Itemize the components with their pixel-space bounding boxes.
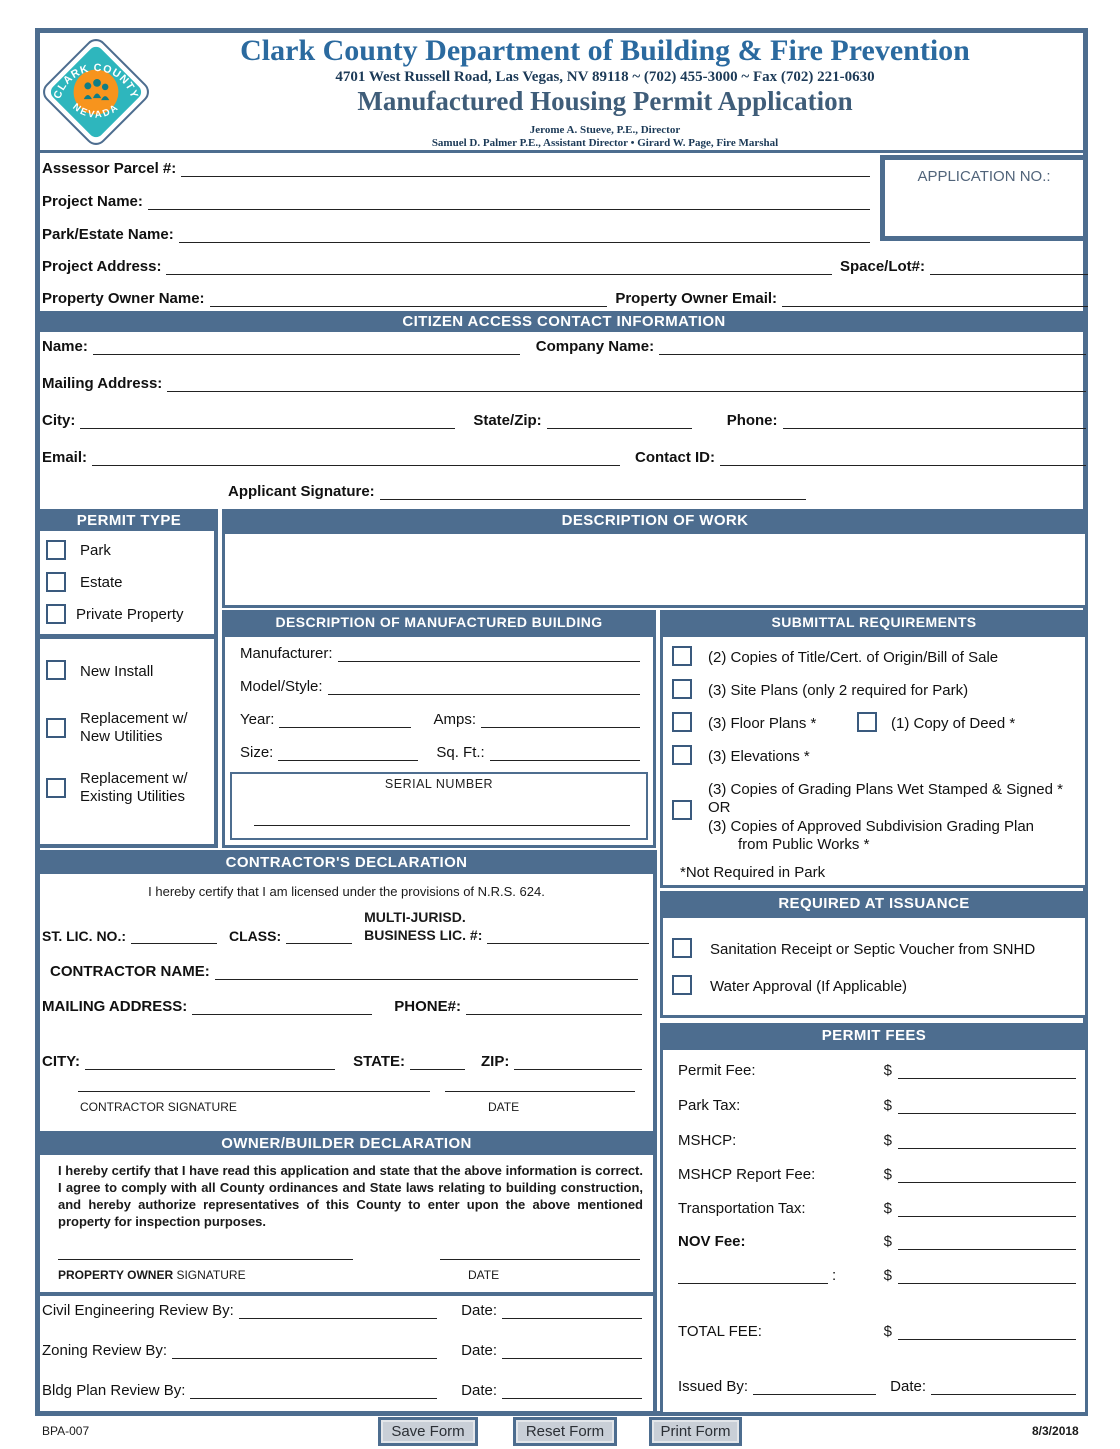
title-copies-label: (2) Copies of Title/Cert. of Origin/Bill of Sale [708,649,999,666]
civil-review-date-label: Date: [461,1302,497,1319]
building-description-header: DESCRIPTION OF MANUFACTURED BUILDING [222,610,656,634]
park-tax-label: Park Tax: [678,1097,741,1114]
city-input[interactable] [80,424,455,429]
grading-plans-label [708,781,1080,854]
sanitation-receipt-checkbox[interactable] [672,938,692,958]
contractor-name-input[interactable] [215,975,638,980]
staff-line: Samuel D. Palmer P.E., Assistant Director • Girard W. Page, Fire Marshal [431,137,779,149]
clark-county-seal-icon [40,36,152,148]
zoning-review-input[interactable] [172,1354,437,1359]
permit-type-divider [40,634,218,639]
property-owner-date-input[interactable] [440,1258,640,1260]
private-property-option-label: Private Property [76,606,184,623]
dollar-sign: $ [883,1132,892,1150]
grading-plans-checkbox[interactable] [672,800,692,820]
issued-date-label: Date: [890,1378,926,1395]
contractor-name-label: CONTRACTOR NAME: [50,963,210,980]
email-input[interactable] [92,461,620,466]
site-plans-checkbox[interactable] [672,679,692,699]
signature-rest: SIGNATURE [173,1268,246,1282]
issued-date-input[interactable] [931,1390,1076,1395]
st-lic-no-label: ST. LIC. NO.: [42,928,126,945]
property-owner-name-label: Property Owner Name: [42,290,205,307]
column-divider [653,850,657,1416]
owner-date-label: DATE [468,1268,500,1282]
mshcp-report-fee-label: MSHCP Report Fee: [678,1166,816,1183]
private-property-checkbox[interactable] [46,604,66,624]
company-name-input[interactable] [659,350,1086,355]
contractor-phone-input[interactable] [466,1010,642,1015]
replacement-existing-utilities-checkbox[interactable] [46,778,66,798]
issued-by-label: Issued By: [678,1378,749,1395]
required-at-issuance-header: REQUIRED AT ISSUANCE [660,891,1088,915]
mailing-address-label: Mailing Address: [42,375,163,392]
phone-label: Phone: [726,412,778,429]
property-owner-bold: PROPERTY OWNER [58,1268,174,1282]
site-plans-label: (3) Site Plans (only 2 required for Park) [708,682,969,699]
mshcp-report-fee-input[interactable] [898,1178,1076,1183]
space-lot-label: Space/Lot#: [839,258,925,275]
class-input[interactable] [286,939,352,944]
park-estate-name-input[interactable] [179,238,870,243]
issued-by-input[interactable] [753,1390,876,1395]
contractor-mailing-label: MAILING ADDRESS: [42,998,188,1015]
contractor-zip-input[interactable] [514,1065,642,1070]
contractor-signature-input[interactable] [78,1090,430,1092]
dollar-sign: $ [883,1323,892,1341]
dollar-sign: $ [883,1267,892,1285]
clark-county-logo [40,36,152,148]
project-name-label: Project Name: [42,193,143,210]
transportation-tax-input[interactable] [898,1212,1076,1217]
new-install-checkbox[interactable] [46,660,66,680]
company-name-label: Company Name: [535,338,655,355]
amps-label: Amps: [433,711,476,728]
sqft-input[interactable] [490,756,640,761]
bldg-review-date-input[interactable] [502,1394,642,1399]
applicant-signature-input[interactable] [380,495,806,500]
property-owner-email-label: Property Owner Email: [615,290,778,307]
dollar-sign: $ [883,1233,892,1251]
civil-review-date-input[interactable] [502,1314,642,1319]
copy-of-deed-label: (1) Copy of Deed * [891,715,1016,732]
permit-fee-label: Permit Fee: [678,1062,756,1079]
manufacturer-input[interactable] [338,657,640,662]
form-title: Manufactured Housing Permit Application [357,86,853,116]
elevations-checkbox[interactable] [672,745,692,765]
park-option-label: Park [80,542,111,559]
size-input[interactable] [278,756,418,761]
project-address-input[interactable] [166,270,831,275]
multi-jurisd-line1: MULTI-JURISD. [364,909,466,925]
required-at-issuance-box [660,915,1088,1018]
model-style-input[interactable] [328,690,640,695]
serial-number-input[interactable] [254,824,630,826]
contractor-state-input[interactable] [410,1065,465,1070]
application-no-box[interactable] [880,155,1088,241]
total-fee-input[interactable] [898,1335,1076,1340]
director-line: Jerome A. Stueve, P.E., Director [529,124,681,136]
property-owner-signature-input[interactable] [58,1258,353,1260]
st-lic-no-input[interactable] [131,939,217,944]
new-install-option-label: New Install [80,663,154,680]
civil-review-input[interactable] [239,1314,437,1319]
size-label: Size: [240,744,274,761]
bldg-review-label: Bldg Plan Review By: [42,1382,186,1399]
contractor-city-label: CITY: [42,1053,81,1070]
zoning-review-date-input[interactable] [502,1354,642,1359]
not-required-note: *Not Required in Park [680,864,826,881]
description-of-work-header: DESCRIPTION OF WORK [222,509,1088,531]
class-label: CLASS: [229,928,282,945]
copy-of-deed-checkbox[interactable] [857,712,877,732]
water-approval-checkbox[interactable] [672,975,692,995]
zoning-review-date-label: Date: [461,1342,497,1359]
contractor-date-label: DATE [488,1100,520,1114]
mshcp-label: MSHCP: [678,1132,737,1149]
assessor-parcel-label: Assessor Parcel #: [42,160,177,177]
dollar-sign: $ [883,1200,892,1218]
contractor-declaration-header: CONTRACTOR'S DECLARATION [40,850,653,874]
description-of-work-input[interactable] [222,531,1088,608]
grading-plans-line4: from Public Works * [738,835,870,853]
grading-plans-line2: OR [708,799,731,817]
save-form-button[interactable]: Save Form [378,1417,478,1446]
bldg-review-date-label: Date: [461,1382,497,1399]
mshcp-input[interactable] [898,1144,1076,1149]
replacement-new-utilities-checkbox[interactable] [46,718,66,738]
business-lic-input[interactable] [487,939,649,944]
print-form-button[interactable]: Print Form [649,1417,742,1446]
project-address-label: Project Address: [42,258,162,275]
citizen-access-header: CITIZEN ACCESS CONTACT INFORMATION [40,311,1088,332]
serial-number-label: SERIAL NUMBER [384,777,494,791]
owner-builder-header: OWNER/BUILDER DECLARATION [40,1131,653,1155]
other-fee-colon: : [832,1267,837,1284]
project-name-input[interactable] [148,205,870,210]
park-checkbox[interactable] [46,540,66,560]
owner-builder-text: I hereby certify that I have read this application and state that the above information is correct. I agree to comply with all County ordinances and State laws relating to building construction, and hereby authorize representatives of this County to enter upon the above mentioned property for inspection purposes. [58,1163,643,1229]
application-no-label: APPLICATION NO.: [917,168,1051,185]
sanitation-receipt-label: Sanitation Receipt or Septic Voucher from SNHD [710,941,1036,958]
water-approval-label: Water Approval (If Applicable) [710,978,908,995]
model-style-label: Model/Style: [240,678,323,695]
business-lic-line2: BUSINESS LIC. #: [364,927,483,944]
park-tax-input[interactable] [898,1109,1076,1114]
reset-form-button[interactable]: Reset Form [513,1417,617,1446]
bldg-review-input[interactable] [190,1394,437,1399]
amps-input[interactable] [481,723,640,728]
contractor-date-input[interactable] [445,1090,635,1092]
property-owner-signature-label [58,1268,246,1282]
elevations-label: (3) Elevations * [708,748,810,765]
contact-name-input[interactable] [93,350,520,355]
permit-fee-input[interactable] [898,1074,1076,1079]
grading-plans-line3: (3) Copies of Approved Subdivision Grading Plan [708,817,1035,835]
agency-address: 4701 West Russell Road, Las Vegas, NV 89118 ~ (702) 455-3000 ~ Fax (702) 221-0630 [335,69,875,85]
dollar-sign: $ [883,1097,892,1115]
contractor-city-input[interactable] [85,1065,335,1070]
nov-fee-input[interactable] [898,1245,1076,1250]
contact-id-input[interactable] [720,461,1086,466]
permit-fees-header: PERMIT FEES [660,1023,1088,1047]
svg-text:NEVADA: NEVADA [70,101,122,121]
phone-input[interactable] [783,424,1086,429]
email-label: Email: [42,449,88,466]
state-zip-label: State/Zip: [473,412,542,429]
sqft-label: Sq. Ft.: [436,744,485,761]
contractor-state-label: STATE: [353,1053,405,1070]
city-label: City: [42,412,76,429]
year-label: Year: [240,711,275,728]
total-fee-label: TOTAL FEE: [678,1323,762,1340]
grading-plans-line1: (3) Copies of Grading Plans Wet Stamped & Signed * [708,781,1063,798]
contractor-certify-text: I hereby certify that I am licensed under the provisions of N.R.S. 624. [148,884,545,899]
revision-date: 8/3/2018 [1032,1424,1079,1438]
form-number: BPA-007 [42,1424,90,1438]
property-owner-email-input[interactable] [782,302,1088,307]
property-owner-name-input[interactable] [210,302,608,307]
other-fee-input[interactable] [898,1279,1076,1284]
replacement-existing-utilities-option-label: Replacement w/ Existing Utilities [80,770,188,806]
floor-plans-label: (3) Floor Plans * [708,715,817,732]
contractor-mailing-input[interactable] [192,1010,372,1015]
assessor-parcel-input[interactable] [181,172,870,177]
review-divider [40,1292,653,1296]
manufacturer-label: Manufacturer: [240,645,333,662]
permit-type-header: PERMIT TYPE [40,509,218,531]
nov-fee-label: NOV Fee: [678,1233,746,1250]
park-estate-name-label: Park/Estate Name: [42,226,174,243]
title-copies-checkbox[interactable] [672,646,692,666]
transportation-tax-label: Transportation Tax: [678,1200,806,1217]
contact-name-label: Name: [42,338,88,355]
year-input[interactable] [279,723,411,728]
applicant-signature-label: Applicant Signature: [228,483,375,500]
submittal-requirements-header: SUBMITTAL REQUIREMENTS [660,610,1088,634]
estate-checkbox[interactable] [46,572,66,592]
multi-jurisd-label [364,908,487,944]
civil-review-label: Civil Engineering Review By: [42,1302,234,1319]
dollar-sign: $ [883,1166,892,1184]
other-fee-name-input[interactable] [678,1279,828,1284]
state-zip-input[interactable] [547,424,692,429]
space-lot-input[interactable] [930,270,1088,275]
contact-id-label: Contact ID: [635,449,716,466]
header-divider [35,150,1088,153]
floor-plans-checkbox[interactable] [672,712,692,732]
mailing-address-input[interactable] [167,387,1086,392]
replacement-new-utilities-option-label: Replacement w/ New Utilities [80,710,188,746]
zoning-review-label: Zoning Review By: [42,1342,168,1359]
contractor-zip-label: ZIP: [481,1053,510,1070]
dollar-sign: $ [883,1062,892,1080]
estate-option-label: Estate [80,574,123,591]
contractor-phone-label: PHONE#: [394,998,461,1015]
svg-text:CLARK COUNTY: CLARK COUNTY [51,61,141,101]
agency-title: Clark County Department of Building & Fire Prevention [240,34,970,67]
contractor-signature-label: CONTRACTOR SIGNATURE [80,1100,237,1114]
